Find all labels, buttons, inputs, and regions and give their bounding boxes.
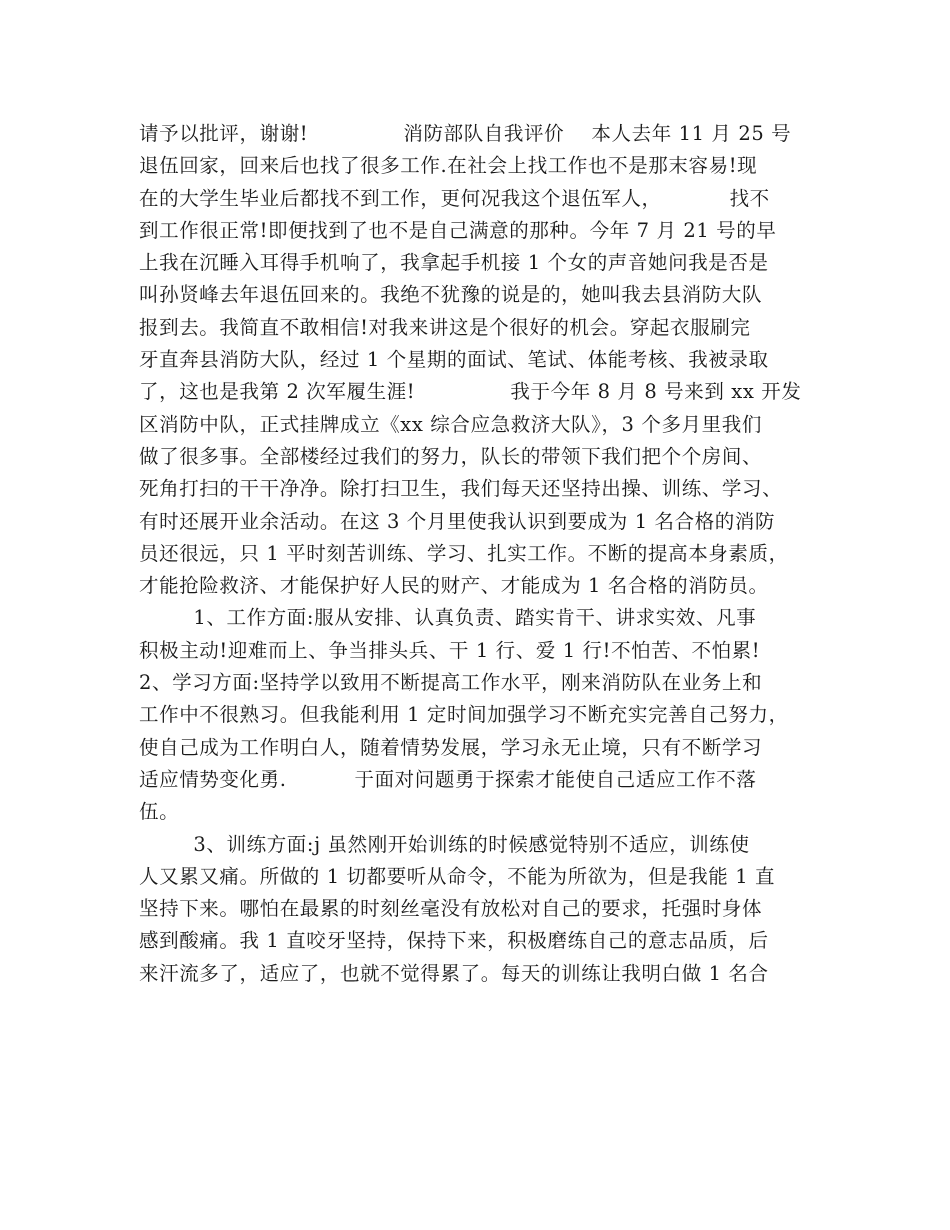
- text-line: 了，这也是我第 2 次军履生涯! 我于今年 8 月 8 号来到 xx 开发: [139, 380, 802, 404]
- text-line: 积极主动!迎难而上、争当排头兵、干 1 行、爱 1 行!不怕苦、不怕累!: [139, 638, 761, 662]
- text-line: 3、训练方面:j 虽然刚开始训练的时候感觉特别不适应，训练使: [139, 832, 750, 856]
- body-text: [139, 118, 829, 990]
- text-line: 工作中不很熟习。但我能利用 1 定时间加强学习不断充实完善自己努力，: [139, 703, 789, 727]
- text-line: 退伍回家，回来后也找了很多工作.在社会上找工作也不是那末容易!现: [139, 154, 758, 178]
- text-line: 在的大学生毕业后都找不到工作，更何况我这个退伍军人， 找不: [139, 186, 770, 210]
- text-line: 员还很远，只 1 平时刻苦训练、学习、扎实工作。不断的提高本身素质，: [139, 541, 789, 565]
- text-line: 叫孙贤峰去年退伍回来的。我绝不犹豫的说是的，她叫我去县消防大队: [139, 283, 763, 307]
- text-line: 坚持下来。哪怕在最累的时刻丝毫没有放松对自己的要求，托强时身体: [139, 897, 763, 921]
- text-line: 感到酸痛。我 1 直咬牙坚持，保持下来，积极磨练自己的意志品质，后: [139, 929, 769, 953]
- text-line: 人又累又痛。所做的 1 切都要听从命令，不能为所欲为，但是我能 1 直: [139, 864, 776, 888]
- text-line: 有时还展开业余活动。在这 3 个月里使我认识到要成为 1 名合格的消防: [139, 509, 776, 533]
- text-line: 来汗流多了，适应了，也就不觉得累了。每天的训练让我明白做 1 名合: [139, 961, 769, 985]
- text-line: 区消防中队，正式挂牌成立《xx 综合应急救济大队》，3 个多月里我们: [139, 412, 762, 436]
- text-line: 伍。: [139, 800, 180, 824]
- text-line: 死角打扫的干干净净。除打扫卫生，我们每天还坚持出操、训练、学习、: [139, 477, 783, 501]
- text-line: 到工作很正常!即便找到了也不是自己满意的那种。今年 7 月 21 号的早: [139, 218, 777, 242]
- text-line: 牙直奔县消防大队，经过 1 个星期的面试、笔试、体能考核、我被录取: [139, 348, 769, 372]
- text-line: 使自己成为工作明白人，随着情势发展，学习永无止境，只有不断学习: [139, 735, 763, 759]
- text-line: 2、学习方面:坚持学以致用不断提高工作水平，刚来消防队在业务上和: [139, 671, 763, 695]
- text-line: 报到去。我简直不敢相信!对我来讲这是个很好的机会。穿起衣服刷完: [139, 315, 751, 339]
- text-line: 适应情势变化勇. 于面对问题勇于探索才能使自己适应工作不落: [139, 767, 757, 791]
- text-line: 上我在沉睡入耳得手机响了，我拿起手机接 1 个女的声音她问我是否是: [139, 251, 769, 275]
- text-line: 请予以批评，谢谢! 消防部队自我评价 本人去年 11 月 25 号: [139, 122, 792, 145]
- text-line: 做了很多事。全部楼经过我们的努力，队长的带领下我们把个个房间、: [139, 444, 763, 468]
- text-line: 才能抢险救济、才能保护好人民的财产、才能成为 1 名合格的消防员。: [139, 574, 769, 598]
- text-line: 1、工作方面:服从安排、认真负责、踏实肯干、讲求实效、凡事: [139, 606, 757, 630]
